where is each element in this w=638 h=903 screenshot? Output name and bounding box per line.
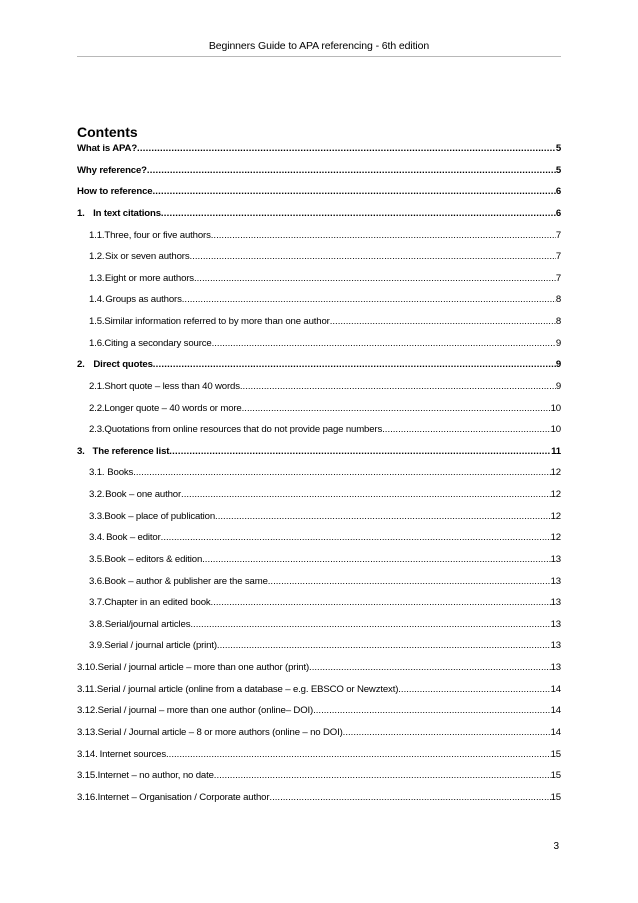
- toc-entry[interactable]: [77, 403, 561, 425]
- toc-dot-leader: [190, 251, 556, 262]
- toc-dot-leader: [382, 424, 551, 435]
- toc-entry-number: 3.8.: [89, 618, 105, 630]
- toc-entry[interactable]: [77, 294, 561, 316]
- toc-entry-title: Groups as authors: [105, 294, 182, 306]
- toc-entry-number: 3.: [77, 445, 85, 457]
- toc-entry-title: Serial / journal article – more than one author (print): [97, 662, 310, 673]
- toc-dot-leader: [147, 165, 556, 176]
- toc-entry-number: 1.2.: [89, 251, 105, 263]
- toc-entry[interactable]: [77, 186, 561, 208]
- toc-entry-title: Book – editors & edition: [104, 553, 203, 565]
- toc-entry[interactable]: [77, 597, 561, 619]
- toc-entry-page: 14: [550, 683, 561, 695]
- toc-entry-page: 9: [555, 337, 561, 349]
- toc-entry-page: 12: [550, 532, 561, 544]
- toc-entry-title: Chapter in an edited book: [104, 597, 211, 609]
- toc-entry-number: 3.10.: [77, 662, 98, 673]
- toc-entry-page: 11: [551, 445, 561, 457]
- page-number: 3: [553, 841, 559, 852]
- toc-entry[interactable]: [77, 554, 561, 576]
- toc-entry[interactable]: [77, 359, 561, 381]
- toc-entry-title: Books: [107, 467, 134, 479]
- table-of-contents: [77, 143, 561, 813]
- toc-entry[interactable]: [77, 749, 561, 771]
- toc-entry[interactable]: [77, 143, 561, 165]
- toc-entry-number: 1.3.: [89, 272, 105, 284]
- toc-entry-page: 8: [555, 294, 561, 306]
- toc-dot-leader: [212, 338, 556, 349]
- toc-entry-title: Serial / Journal article – 8 or more authors (online – no DOI): [97, 726, 343, 738]
- toc-entry[interactable]: [77, 467, 561, 489]
- toc-dot-leader: [214, 770, 551, 781]
- toc-entry-number: 1.: [77, 207, 85, 219]
- toc-dot-leader: [152, 186, 555, 197]
- toc-entry-page: 14: [550, 705, 561, 717]
- toc-dot-leader: [169, 446, 551, 457]
- toc-entry-number: 2.: [77, 359, 85, 371]
- toc-dot-leader: [202, 554, 550, 565]
- toc-entry-number: 3.11.: [77, 683, 97, 695]
- toc-entry-page: 8: [555, 316, 561, 327]
- toc-entry[interactable]: [77, 208, 561, 230]
- header-rule: [77, 56, 561, 57]
- toc-entry-title: Book – one author: [105, 489, 182, 500]
- toc-entry-number: 3.3.: [89, 510, 105, 522]
- toc-entry[interactable]: [77, 316, 561, 338]
- toc-entry-title: Short quote – less than 40 words: [104, 380, 240, 392]
- toc-dot-leader: [182, 294, 556, 305]
- toc-entry-title: Eight or more authors: [104, 272, 194, 284]
- toc-entry-title: Why reference?: [77, 164, 147, 176]
- toc-entry-title: Book – author & publisher are the same: [104, 575, 268, 587]
- toc-entry-title: Internet sources: [99, 748, 167, 760]
- toc-entry[interactable]: [77, 446, 561, 468]
- toc-dot-leader: [268, 576, 551, 587]
- toc-entry-number: 1.6.: [89, 337, 105, 349]
- toc-entry-title: The reference list: [92, 445, 170, 457]
- toc-dot-leader: [211, 597, 551, 608]
- toc-entry[interactable]: [77, 662, 561, 684]
- toc-dot-leader: [137, 143, 556, 154]
- toc-entry[interactable]: [77, 338, 561, 360]
- toc-entry-page: 13: [550, 597, 561, 609]
- toc-entry-page: 7: [555, 272, 561, 284]
- toc-entry[interactable]: [77, 770, 561, 792]
- toc-dot-leader: [330, 316, 556, 327]
- toc-entry-page: 12: [550, 510, 561, 522]
- toc-entry-number: 1.1.: [89, 229, 105, 241]
- toc-entry-number: 3.4.: [89, 532, 105, 544]
- toc-entry-title: Serial / journal – more than one author (online– DOI): [97, 705, 314, 717]
- toc-dot-leader: [153, 359, 556, 370]
- toc-entry[interactable]: [77, 273, 561, 295]
- toc-entry-title: Book – place of publication: [104, 510, 216, 522]
- toc-dot-leader: [194, 273, 556, 284]
- toc-entry-title: Similar information referred to by more than one author: [104, 316, 330, 327]
- toc-dot-leader: [309, 662, 551, 673]
- toc-entry-number: 3.6.: [89, 575, 105, 587]
- toc-entry-page: 13: [550, 575, 561, 587]
- toc-entry[interactable]: [77, 165, 561, 187]
- toc-entry-number: 1.5.: [89, 316, 105, 327]
- toc-entry-title: Longer quote – 40 words or more: [104, 402, 242, 414]
- toc-entry-page: 5: [555, 143, 561, 154]
- toc-entry-page: 9: [555, 380, 561, 392]
- toc-entry-number: 3.5.: [89, 553, 105, 565]
- toc-entry-page: 10: [550, 402, 561, 414]
- toc-entry-title: Serial/journal articles: [104, 618, 191, 630]
- toc-dot-leader: [181, 489, 551, 500]
- toc-entry-number: 3.14.: [77, 748, 98, 760]
- toc-entry-page: 12: [550, 489, 561, 500]
- toc-entry-title: Quotations from online resources that do not provide page numbers: [104, 424, 383, 436]
- toc-entry[interactable]: [77, 489, 561, 511]
- toc-entry[interactable]: [77, 576, 561, 598]
- toc-entry-page: 13: [550, 662, 561, 673]
- toc-entry-title: Three, four or five authors: [104, 229, 211, 241]
- toc-entry-title: Direct quotes: [93, 359, 153, 371]
- toc-dot-leader: [133, 467, 550, 478]
- toc-entry[interactable]: [77, 684, 561, 706]
- toc-entry-title: Book – editor: [106, 532, 161, 544]
- toc-dot-leader: [166, 749, 551, 760]
- toc-dot-leader: [161, 208, 556, 219]
- toc-entry[interactable]: [77, 532, 561, 554]
- toc-entry-page: 5: [555, 164, 561, 176]
- toc-entry-page: 6: [555, 207, 561, 219]
- toc-entry-title: Internet – Organisation / Corporate author: [97, 791, 270, 803]
- toc-entry[interactable]: [77, 381, 561, 403]
- toc-entry-page: 9: [555, 359, 561, 371]
- toc-entry-page: 14: [550, 726, 561, 738]
- toc-dot-leader: [269, 792, 550, 803]
- toc-dot-leader: [343, 727, 551, 738]
- toc-entry[interactable]: [77, 640, 561, 662]
- toc-dot-leader: [190, 619, 550, 630]
- toc-dot-leader: [242, 403, 551, 414]
- toc-entry-number: 2.2.: [89, 402, 105, 414]
- toc-entry-page: 15: [550, 791, 561, 803]
- toc-entry-title: Six or seven authors: [105, 251, 190, 263]
- toc-entry-page: 13: [550, 553, 561, 565]
- toc-dot-leader: [161, 532, 551, 543]
- toc-entry-number: 3.7.: [89, 597, 105, 609]
- toc-entry-title: Internet – no author, no date: [97, 770, 214, 782]
- toc-entry-title: In text citations: [93, 207, 161, 219]
- toc-entry-page: 15: [550, 748, 561, 760]
- toc-dot-leader: [217, 640, 551, 651]
- toc-entry[interactable]: [77, 424, 561, 446]
- toc-entry-page: 7: [555, 251, 561, 263]
- toc-entry-number: 2.3.: [89, 424, 105, 436]
- toc-entry-number: 3.1.: [89, 467, 105, 479]
- toc-entry[interactable]: [77, 727, 561, 749]
- toc-dot-leader: [313, 705, 551, 716]
- toc-entry[interactable]: [77, 705, 561, 727]
- toc-entry-number: 3.15.: [77, 770, 98, 782]
- toc-entry[interactable]: [77, 619, 561, 641]
- toc-entry[interactable]: [77, 251, 561, 273]
- toc-entry-title: Serial / journal article (online from a database – e.g. EBSCO or Newztext): [96, 683, 399, 695]
- toc-entry-page: 12: [550, 467, 561, 479]
- toc-dot-leader: [211, 230, 556, 241]
- toc-dot-leader: [398, 684, 550, 695]
- toc-entry[interactable]: [77, 511, 561, 533]
- toc-entry-number: 3.12.: [77, 705, 98, 717]
- toc-entry-title: What is APA?: [77, 143, 138, 154]
- toc-dot-leader: [240, 381, 556, 392]
- toc-entry-page: 10: [550, 424, 561, 436]
- contents-heading: Contents: [77, 124, 138, 140]
- toc-entry[interactable]: [77, 230, 561, 252]
- toc-entry-number: 3.2.: [89, 489, 105, 500]
- toc-entry[interactable]: [77, 792, 561, 814]
- toc-entry-title: Serial / journal article (print): [104, 640, 217, 652]
- page-header: Beginners Guide to APA referencing - 6th edition: [208, 40, 430, 52]
- toc-entry-page: 13: [550, 640, 561, 652]
- toc-dot-leader: [215, 511, 551, 522]
- toc-entry-page: 6: [555, 186, 561, 198]
- toc-entry-page: 15: [550, 770, 561, 782]
- toc-entry-title: Citing a secondary source: [104, 337, 212, 349]
- toc-entry-title: How to reference: [77, 186, 153, 198]
- toc-entry-page: 13: [550, 618, 561, 630]
- toc-entry-number: 3.13.: [77, 726, 98, 738]
- toc-entry-number: 3.9.: [89, 640, 105, 652]
- toc-entry-number: 2.1.: [89, 380, 105, 392]
- toc-entry-number: 1.4.: [89, 294, 105, 306]
- toc-entry-page: 7: [555, 229, 561, 241]
- toc-entry-number: 3.16.: [77, 791, 98, 803]
